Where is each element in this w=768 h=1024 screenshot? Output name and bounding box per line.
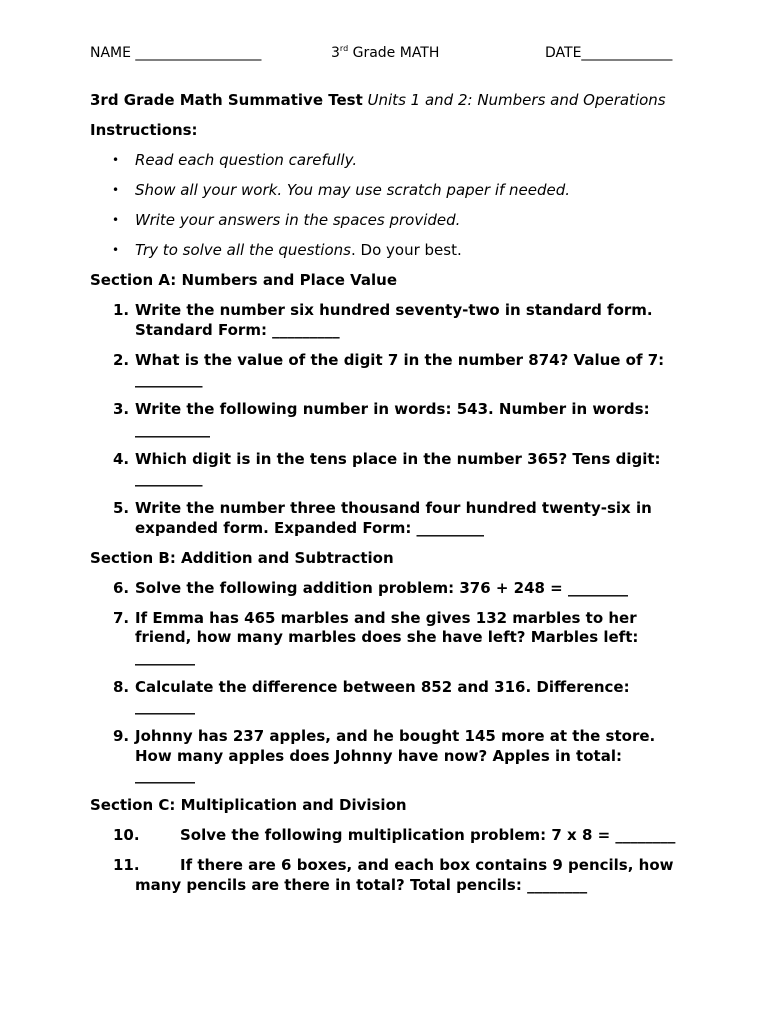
- question-item: [90, 609, 680, 668]
- test-title-subtitle: Units 1 and 2: Numbers and Operations: [367, 91, 666, 109]
- question-item: [90, 351, 680, 390]
- instruction-text: Read each question carefully.: [135, 151, 358, 169]
- bullet-icon: •: [112, 183, 120, 197]
- section-c-heading: Section C: Multiplication and Division: [90, 796, 407, 814]
- question-number: 6.: [113, 578, 130, 597]
- instruction-item: [90, 241, 680, 261]
- section-a-questions: [90, 301, 680, 538]
- test-title-bold: 3rd Grade Math Summative Test: [90, 91, 363, 109]
- question-item: [90, 856, 680, 895]
- instruction-text-normal: . Do your best.: [350, 241, 462, 259]
- instruction-item: [90, 181, 680, 201]
- instructions-list: [90, 151, 680, 261]
- grade-heading: [331, 45, 439, 61]
- question-number: 9.: [113, 727, 130, 745]
- section-b-heading: Section B: Addition and Subtraction: [90, 548, 394, 567]
- question-text: Write the following number in words: 543. Number in words: __________: [135, 400, 650, 438]
- document-body: [90, 91, 680, 906]
- question-text: Johnny has 237 apples, and he bought 145 more at the store. How many apples does Johnny have now? Apples in total: ________: [135, 727, 656, 784]
- bullet-icon: •: [112, 153, 120, 167]
- instruction-text: Try to solve all the questions: [135, 241, 351, 259]
- header-row: [90, 45, 680, 65]
- question-number: 4.: [113, 449, 130, 468]
- question-item: [90, 678, 680, 717]
- bullet-icon: •: [112, 213, 120, 227]
- date-field-label: DATE_____________: [545, 45, 673, 61]
- instruction-text: Show all your work. You may use scratch paper if needed.: [135, 181, 571, 199]
- instruction-item: [90, 211, 680, 231]
- question-number: 1.: [113, 301, 130, 319]
- question-item: [90, 450, 680, 489]
- instruction-item: [90, 151, 680, 171]
- question-item: [90, 400, 680, 439]
- test-title: [90, 91, 680, 111]
- bullet-icon: •: [112, 243, 120, 257]
- grade-ordinal-suffix: rd: [339, 44, 349, 53]
- question-text: What is the value of the digit 7 in the number 874? Value of 7: _________: [135, 350, 665, 388]
- question-number: 8.: [113, 677, 130, 696]
- question-item: [90, 727, 680, 786]
- question-number: 11.: [113, 856, 140, 874]
- question-item: [90, 579, 680, 599]
- question-text: Solve the following multiplication problem: 7 x 8 = ________: [180, 826, 676, 844]
- question-text: If Emma has 465 marbles and she gives 132 marbles to her friend, how many marbles does she have left? Marbles left: ________: [135, 608, 639, 666]
- instruction-text: Write your answers in the spaces provided.: [135, 211, 461, 229]
- question-item: [90, 301, 680, 340]
- question-number: 7.: [113, 608, 130, 627]
- question-number: 5.: [113, 499, 130, 517]
- question-text: If there are 6 boxes, and each box contains 9 pencils, how many pencils are there in total? Total pencils: ________: [135, 856, 674, 894]
- name-field-label: NAME __________________: [90, 45, 262, 61]
- question-number: 3.: [113, 400, 130, 418]
- question-text: Write the number three thousand four hundred twenty-six in expanded form. Expanded Form: _________: [135, 499, 652, 537]
- question-text: Calculate the difference between 852 and 316. Difference: ________: [135, 677, 630, 715]
- section-c-questions: [90, 826, 680, 895]
- instructions-heading: Instructions:: [90, 121, 198, 139]
- question-text: Which digit is in the tens place in the number 365? Tens digit: _________: [135, 449, 661, 487]
- section-b-questions: [90, 579, 680, 786]
- question-text: Write the number six hundred seventy-two in standard form. Standard Form: _________: [135, 301, 653, 339]
- grade-number: 3: [331, 45, 340, 61]
- grade-subject: Grade MATH: [348, 45, 440, 61]
- question-item: [90, 826, 680, 846]
- question-number: 2.: [113, 350, 130, 369]
- section-a-heading: Section A: Numbers and Place Value: [90, 271, 398, 289]
- question-text: Solve the following addition problem: 376 + 248 = ________: [135, 578, 628, 597]
- question-number: 10.: [113, 826, 140, 844]
- question-item: [90, 499, 680, 538]
